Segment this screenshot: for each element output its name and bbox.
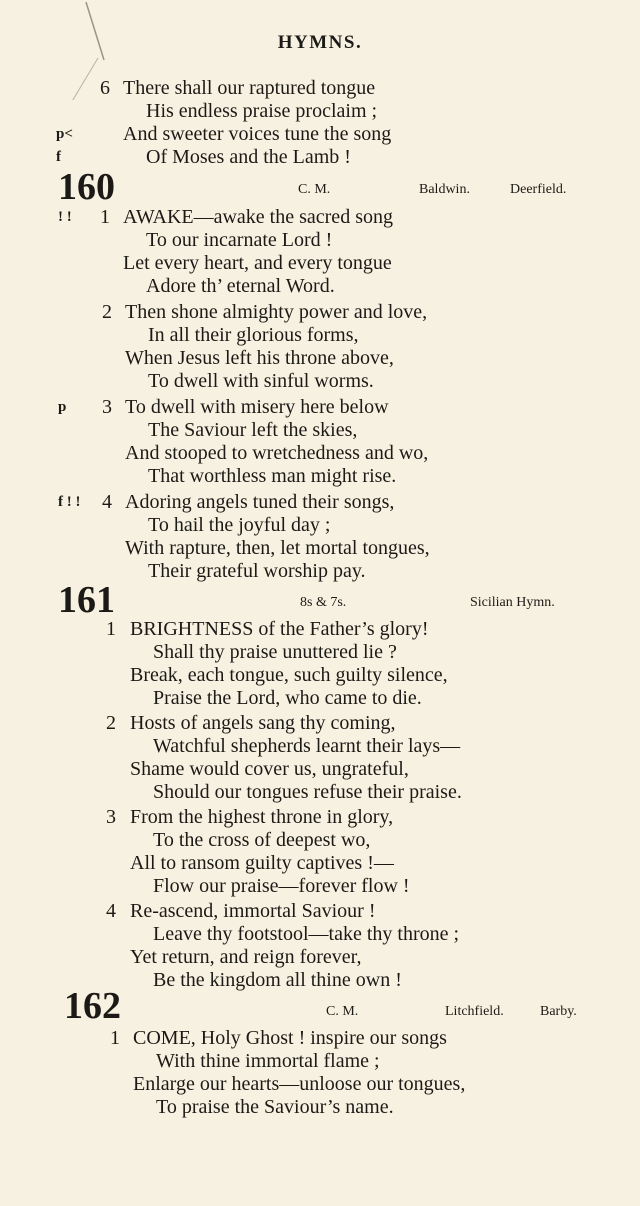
verse-line: To our incarnate Lord ! bbox=[146, 229, 333, 251]
verse-line: Flow our praise—forever flow ! bbox=[153, 875, 410, 897]
verse-line: In all their glorious forms, bbox=[148, 324, 359, 346]
verse-number: 4 bbox=[102, 491, 112, 513]
verse-line: Be the kingdom all thine own ! bbox=[153, 969, 402, 991]
verse-line: Should our tongues refuse their praise. bbox=[153, 781, 462, 803]
verse-line: Shall thy praise unuttered lie ? bbox=[153, 641, 397, 663]
verse-line: With thine immortal flame ; bbox=[156, 1050, 380, 1072]
verse-line: Then shone almighty power and love, bbox=[125, 301, 428, 323]
verse-line: Hosts of angels sang thy coming, bbox=[130, 712, 396, 734]
verse-line: All to ransom guilty captives !— bbox=[130, 852, 394, 874]
hymn-number: 160 bbox=[58, 166, 115, 208]
verse-number: 2 bbox=[106, 712, 116, 734]
verse-line: To dwell with sinful worms. bbox=[148, 370, 374, 392]
verse-line: Adore th’ eternal Word. bbox=[146, 275, 335, 297]
verse-line: BRIGHTNESS of the Father’s glory! bbox=[130, 618, 429, 640]
verse-line: To praise the Saviour’s name. bbox=[156, 1096, 394, 1118]
dynamics-mark: f ! ! bbox=[58, 494, 81, 510]
verse-line: And stooped to wretchedness and wo, bbox=[125, 442, 429, 464]
tune-name: Barby. bbox=[540, 1004, 577, 1019]
page-header: HYMNS. bbox=[277, 32, 363, 53]
dynamics-mark: f bbox=[56, 149, 61, 165]
hymn-number: 161 bbox=[58, 579, 115, 621]
verse-line: Of Moses and the Lamb ! bbox=[146, 146, 351, 168]
hymn-meter: 8s & 7s. bbox=[300, 595, 347, 610]
verse-line: There shall our raptured tongue bbox=[123, 77, 376, 99]
verse-line: Their grateful worship pay. bbox=[148, 560, 366, 582]
tune-name: Baldwin. bbox=[419, 182, 470, 197]
dynamics-mark: ! ! bbox=[58, 209, 72, 225]
verse-line: And sweeter voices tune the song bbox=[123, 123, 392, 145]
verse-line: Break, each tongue, such guilty silence, bbox=[130, 664, 448, 686]
verse-number: 3 bbox=[106, 806, 116, 828]
verse-number: 1 bbox=[106, 618, 116, 640]
verse-line: Praise the Lord, who came to die. bbox=[153, 687, 422, 709]
tune-name: Deerfield. bbox=[510, 182, 567, 197]
verse-number: 1 bbox=[110, 1027, 120, 1049]
verse-line: Yet return, and reign forever, bbox=[130, 946, 362, 968]
verse-line: Leave thy footstool—take thy throne ; bbox=[153, 923, 460, 945]
verse-number: 1 bbox=[100, 206, 110, 228]
tune-name: Litchfield. bbox=[445, 1004, 504, 1019]
verse-line: Re-ascend, immortal Saviour ! bbox=[130, 900, 376, 922]
verse-number: 6 bbox=[100, 77, 110, 99]
verse-line: His endless praise proclaim ; bbox=[146, 100, 378, 122]
verse-line: Let every heart, and every tongue bbox=[123, 252, 392, 274]
verse-line: Enlarge our hearts—unloose our tongues, bbox=[133, 1073, 466, 1095]
verse-line: To the cross of deepest wo, bbox=[153, 829, 371, 851]
verse-line: That worthless man might rise. bbox=[148, 465, 397, 487]
verse-line: The Saviour left the skies, bbox=[148, 419, 358, 441]
dynamics-mark: p< bbox=[56, 126, 73, 142]
verse-line: When Jesus left his throne above, bbox=[125, 347, 394, 369]
hymn-meter: C. M. bbox=[326, 1004, 359, 1019]
dynamics-mark: p bbox=[58, 399, 67, 415]
verse-line: COME, Holy Ghost ! inspire our songs bbox=[133, 1027, 447, 1049]
verse-line: Adoring angels tuned their songs, bbox=[125, 491, 395, 513]
verse-line: To hail the joyful day ; bbox=[148, 514, 331, 536]
hymn-number: 162 bbox=[64, 985, 121, 1027]
verse-line: Shame would cover us, ungrateful, bbox=[130, 758, 409, 780]
verse-line: AWAKE—awake the sacred song bbox=[123, 206, 393, 228]
verse-line: From the highest throne in glory, bbox=[130, 806, 394, 828]
verse-line: With rapture, then, let mortal tongues, bbox=[125, 537, 430, 559]
verse-number: 4 bbox=[106, 900, 116, 922]
verse-number: 3 bbox=[102, 396, 112, 418]
hymn-meter: C. M. bbox=[298, 182, 331, 197]
verse-line: To dwell with misery here below bbox=[125, 396, 389, 418]
verse-number: 2 bbox=[102, 301, 112, 323]
verse-line: Watchful shepherds learnt their lays— bbox=[153, 735, 461, 757]
tune-name: Sicilian Hymn. bbox=[470, 595, 555, 610]
